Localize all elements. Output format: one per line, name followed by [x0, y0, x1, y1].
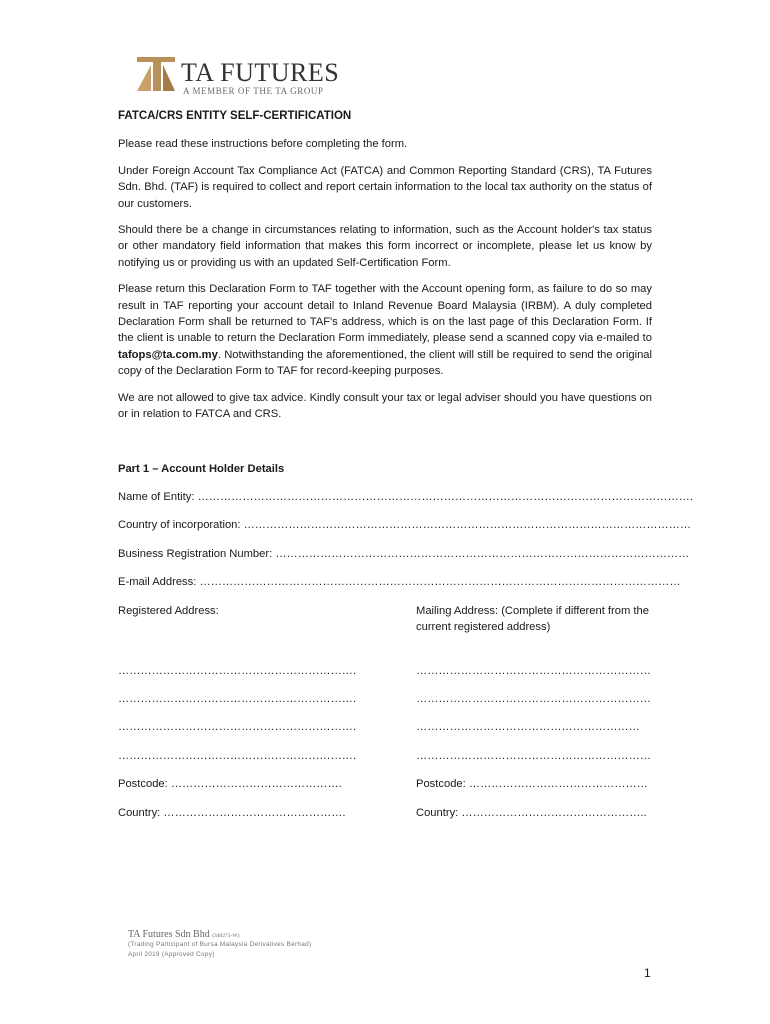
fatca-crs-paragraph: Under Foreign Account Tax Compliance Act (FATCA) and Common Reporting Standard (CRS), TA Futures Sdn. Bhd. (TAF) is required to collect and report certain information to the local tax authority on the status of our customers.: [118, 164, 652, 210]
registered-address-line[interactable]: ……………………………………………………….: [118, 749, 357, 762]
mailing-address-column: [416, 603, 652, 833]
registered-address-column: [118, 603, 416, 833]
name-of-entity-field[interactable]: Name of Entity: …………………………………………………………………………………………………………………….: [118, 490, 693, 503]
registered-postcode-field[interactable]: Postcode: ……………………………………….: [118, 778, 342, 791]
email-address-field[interactable]: E-mail Address: …………………………………………………………………………………………………………………: [118, 576, 681, 589]
page-footer: [128, 929, 311, 960]
mailing-address-line[interactable]: ………………………………………………………: [416, 692, 651, 705]
footer-trading-participant: (Trading Participant of Bursa Malaysia Derivatives Berhad): [128, 941, 312, 948]
registered-address-line[interactable]: ……………………………………………………….: [118, 692, 357, 705]
ops-email-link[interactable]: tafops@ta.com.my: [118, 348, 218, 361]
page-number: 1: [644, 966, 651, 980]
return-form-text: Please return this Declaration Form to TAF together with the Account opening form, as failure to do so may result in TAF reporting your account detail to Inland Revenue Board Malaysia (IRBM). A duly completed Declaration Form shall be returned to TAF's address, which is on the last page of this Declaration Form. If the client is unable to return the Declaration Form immediately, please send a scanned copy via e-mailed to: [118, 283, 652, 345]
registered-address-label: Registered Address:: [118, 604, 219, 617]
return-form-text-end: . Notwithstanding the aforementioned, the client will still be required to send the original copy of the Declaration Form to TAF for record-keeping purposes.: [118, 348, 652, 378]
tax-advice-paragraph: We are not allowed to give tax advice. Kindly consult your tax or legal adviser should you have questions on or in relation to FATCA and CRS.: [118, 391, 652, 421]
instruction-paragraph: Please read these instructions before completing the form.: [118, 138, 408, 151]
registered-address-line[interactable]: ……………………………………………………….: [118, 721, 357, 734]
address-section: [118, 603, 652, 833]
change-circumstances-paragraph: Should there be a change in circumstances relating to information, such as the Account holder's tax status or other mandatory field information that makes this form incorrect or incomplete, please let us know by notifying us or providing us with an updated Self-Certification Form.: [118, 224, 652, 269]
mailing-address-line[interactable]: ……………………………………………………: [416, 721, 640, 734]
mailing-address-label: Mailing Address: (Complete if different from the current registered address): [416, 604, 649, 633]
registered-address-line[interactable]: ……………………………………………………….: [118, 664, 357, 677]
part1-heading: Part 1 – Account Holder Details: [118, 462, 285, 475]
business-registration-number-field[interactable]: Business Registration Number: …………………………………………………………………………………………………: [118, 547, 690, 560]
document-body: [118, 108, 693, 833]
return-form-paragraph: [118, 281, 652, 379]
country-of-incorporation-field[interactable]: Country of incorporation: …………………………………………………………………………………………………………: [118, 519, 692, 532]
footer-company: [128, 929, 311, 940]
footer-version: April 2019 (Approved Copy): [128, 951, 215, 958]
mailing-address-line[interactable]: ………………………………………………………: [416, 749, 651, 762]
mailing-address-line[interactable]: ………………………………………………………: [416, 664, 651, 677]
registered-country-field[interactable]: Country: ………………………………………….: [118, 806, 346, 819]
ta-futures-logo: [137, 57, 339, 96]
footer-company-reg: (340271-W): [212, 933, 240, 939]
brand-name: TA FUTURES: [181, 58, 340, 87]
mailing-postcode-field[interactable]: Postcode: …………………………………………: [416, 778, 648, 791]
mailing-country-field[interactable]: Country: …………………………………………..: [416, 806, 647, 819]
ta-logo-mark-icon: [137, 57, 175, 91]
document-title: FATCA/CRS ENTITY SELF-CERTIFICATION: [118, 110, 352, 122]
brand-tagline: A MEMBER OF THE TA GROUP: [183, 86, 324, 96]
footer-company-name: TA Futures Sdn Bhd: [128, 929, 210, 940]
